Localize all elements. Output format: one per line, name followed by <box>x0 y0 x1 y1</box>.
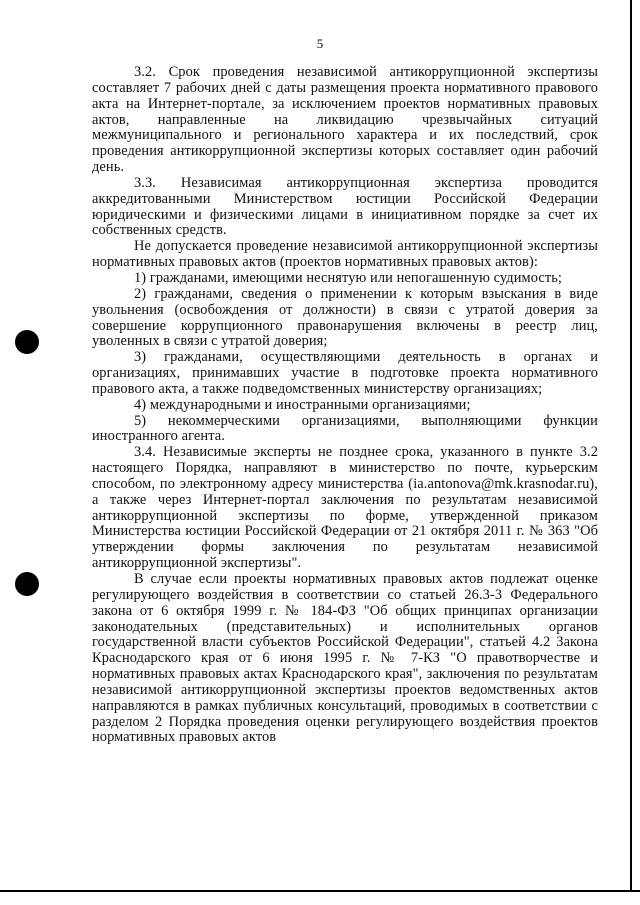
list-item-5: 5) некоммерческими организациями, выполняющими функции иностранного агента. <box>92 412 598 445</box>
list-item-1: 1) гражданами, имеющими неснятую или непогашенную судимость; <box>134 269 563 286</box>
punch-hole-mark <box>15 330 39 354</box>
list-item-3: 3) гражданами, осуществляющими деятельность в органах и организациях, принимавших участие в подготовке проекта нормативного правового акта, а также подведомственных министерству организациях; <box>92 349 598 397</box>
paragraph-3-4: 3.4. Независимые эксперты не позднее срока, указанного в пункте 3.2 настоящего Порядка, направляют в министерство по почте, курьерским способом, по электронному адресу министерства (ia.antonova@mk.krasnodar.ru), а также через Интернет-портал заключения по результатам независимой антикоррупционной экспертизы по форме, утвержденной приказом Министерства юстиции Российской Федерации от 21 октября 2011 г. № 363 "Об утверждении формы заключения по результатам независимой антикоррупционной экспертизы". <box>92 444 598 572</box>
list-item-2: 2) гражданами, сведения о применении к которым взыскания в виде увольнения (освобождения от должности) в связи с утратой доверия за совершение коррупционного правонарушения включены в реестр лиц, уволенных в связи с утратой доверия; <box>92 285 598 350</box>
paragraph-3-3: 3.3. Независимая антикоррупционная экспертиза проводится аккредитованными Министерством юстиции Российской Федерации юридическими и физическими лицами в инициативном порядке за счет их собственных средств. <box>92 174 598 239</box>
punch-hole-mark <box>15 572 39 596</box>
page-number: 5 <box>316 36 324 51</box>
paragraph-3-2: 3.2. Срок проведения независимой антикоррупционной экспертизы составляет 7 рабочих дней с даты размещения проекта нормативного правового акта на Интернет-портале, за исключением проектов нормативных правовых актов, направленные на ликвидацию чрезвычайных ситуаций межмуниципального и регионального характера и их последствий, срок проведения антикоррупционной экспертизы которых составляет один рабочий день. <box>92 64 598 176</box>
paragraph-regulatory-impact: В случае если проекты нормативных правовых актов подлежат оценке регулирующего воздействия в соответствии со статьей 26.3-3 Федерального закона от 6 октября 1999 г. № 184-ФЗ "Об общих принципах организации законодательных (представительных) и исполнительных органов государственной власти субъектов Российской Федерации", статьей 4.2 Закона Краснодарского края от 6 июня 1995 г. № 7-КЗ "О правотворчестве и нормативных правовых актах Краснодарского края", заключения по результатам независимой антикоррупционной экспертизы проектов ведомственных актов направляются в рамках публичных консультаций, проводимых в соответствии с разделом 2 Порядка проведения оценки регулирующего воздействия проектов нормативных правовых актов <box>92 571 598 746</box>
paragraph-restrictions-intro: Не допускается проведение независимой антикоррупционной экспертизы нормативных правовых актов (проектов нормативных правовых актов): <box>92 238 598 271</box>
document-body <box>92 65 598 746</box>
list-item-4: 4) международными и иностранными организациями; <box>134 396 471 413</box>
page-bottom-border <box>0 890 640 892</box>
page-right-border <box>630 0 632 892</box>
